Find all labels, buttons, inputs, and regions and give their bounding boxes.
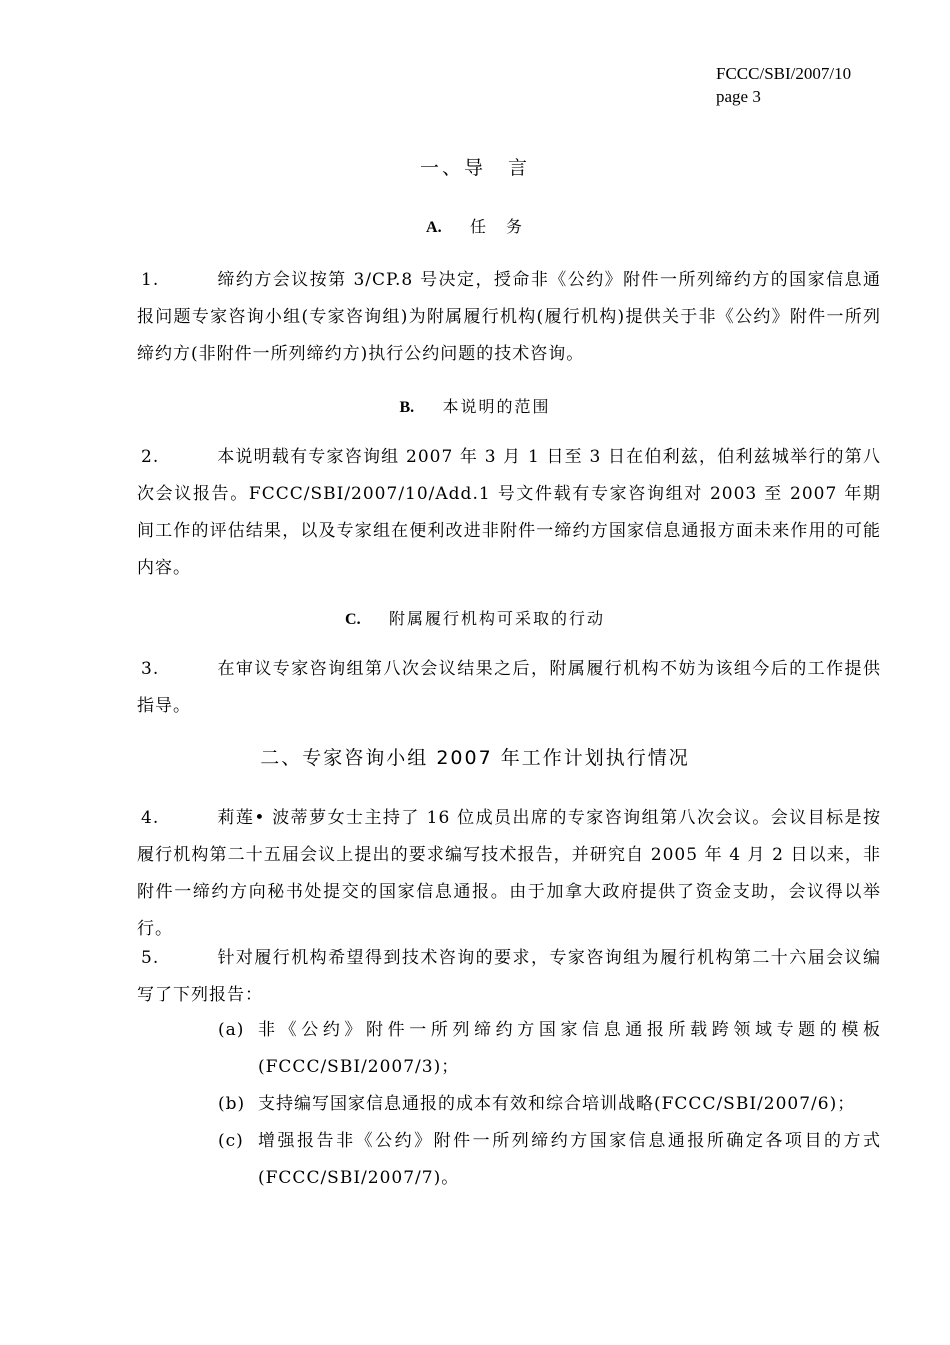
section-title: 本说明的范围 — [442, 397, 551, 416]
page-header — [716, 62, 851, 108]
chapter-heading-introduction: 一、导 言 — [419, 157, 530, 179]
paragraph-number: 5. — [141, 948, 160, 968]
paragraph-2 — [137, 439, 881, 587]
section-letter: B — [399, 399, 411, 416]
paragraph-1 — [137, 262, 881, 373]
paragraph-text: 缔约方会议按第 3/CP.8 号决定，授命非《公约》附件一所列缔约方的国家信息通报问题专家咨询小组(专家咨询组)为附属履行机构(履行机构)提供关于非《公约》附件一所列缔约方(非附件一所列缔约方)执行公约问题的技术咨询。 — [137, 270, 881, 364]
paragraph-3 — [137, 651, 881, 725]
paragraph-number: 4. — [141, 808, 160, 828]
list-item-text: 支持编写国家信息通报的成本有效和综合培训战略(FCCC/SBI/2007/6)； — [258, 1094, 856, 1114]
paragraph-text: 本说明载有专家咨询组 2007 年 3 月 1 日至 3 日在伯利兹，伯利兹城举行的第八次会议报告。FCCC/SBI/2007/10/Add.1 号文件载有专家咨询组对 2003 至 2007 年期间工作的评估结果，以及专家组在便利改进非附件一缔约方国家信息通报方面未来作用的可能内容。 — [137, 447, 881, 578]
list-item — [218, 1123, 881, 1197]
chapter-heading-work-plan: 二、专家咨询小组 2007 年工作计划执行情况 — [260, 747, 690, 769]
paragraph-5 — [137, 940, 881, 1014]
list-item — [218, 1086, 881, 1123]
paragraph-number: 2. — [141, 447, 160, 467]
list-item-label: (a) — [218, 1020, 245, 1040]
paragraph-number: 1. — [141, 270, 160, 290]
section-heading-a: A. 任 务 — [426, 217, 524, 236]
paragraph-text: 莉莲• 波蒂萝女士主持了 16 位成员出席的专家咨询组第八次会议。会议目标是按履行机构第二十五届会议上提出的要求编写技术报告，并研究自 2005 年 4 月 2 日以来，非附件一缔约方向秘书处提交的国家信息通报。由于加拿大政府提供了资金支助，会议得以举行。 — [137, 808, 881, 939]
list-item-label: (b) — [218, 1094, 246, 1114]
paragraph-text: 在审议专家咨询组第八次会议结果之后，附属履行机构不妨为该组今后的工作提供指导。 — [137, 659, 881, 716]
section-title: 附属履行机构可采取的行动 — [388, 609, 605, 628]
list-item-text: 非《公约》附件一所列缔约方国家信息通报所载跨领域专题的模板(FCCC/SBI/2007/3)； — [258, 1020, 881, 1077]
section-heading-c: C. 附属履行机构可采取的行动 — [345, 609, 605, 628]
paragraph-number: 3. — [141, 659, 160, 679]
paragraph-4 — [137, 800, 881, 948]
list-item-label: (c) — [218, 1131, 244, 1151]
section-letter: C — [345, 611, 357, 628]
document-symbol: FCCC/SBI/2007/10 — [716, 64, 852, 83]
list-item-text: 增强报告非《公约》附件一所列缔约方国家信息通报所确定各项目的方式(FCCC/SBI/2007/7)。 — [258, 1131, 881, 1188]
report-list — [218, 1012, 881, 1197]
paragraph-text: 针对履行机构希望得到技术咨询的要求，专家咨询组为履行机构第二十六届会议编写了下列报告： — [137, 948, 881, 1005]
list-item — [218, 1012, 881, 1086]
page-number: page 3 — [716, 87, 761, 106]
section-heading-b: B. 本说明的范围 — [399, 397, 551, 416]
section-letter: A — [426, 219, 438, 236]
section-title: 任 务 — [469, 217, 524, 236]
